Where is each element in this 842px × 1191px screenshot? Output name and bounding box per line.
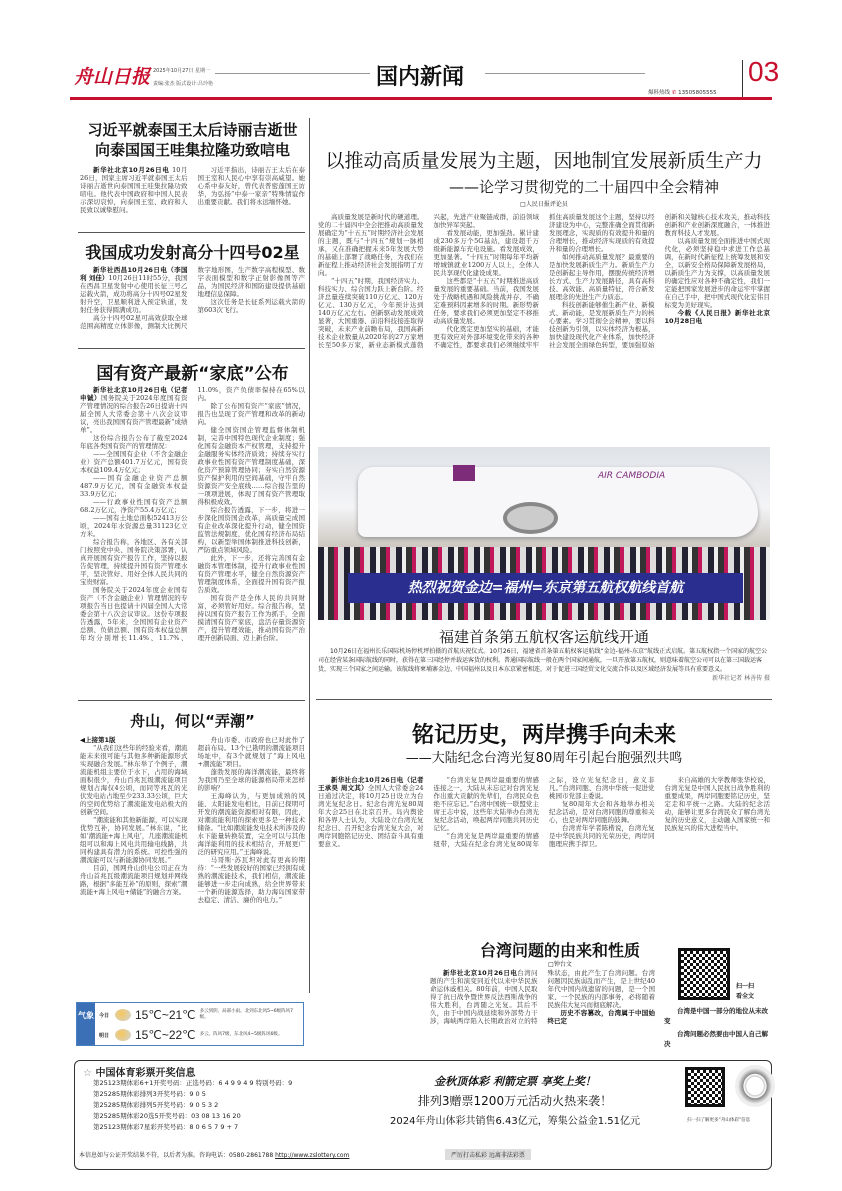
partly-sunny-icon [115, 1029, 131, 1041]
article-title [80, 120, 305, 160]
promo-line: 2024年舟山体彩共销售6.43亿元，筹集公益金1.51亿元 [390, 1116, 640, 1127]
article-body [430, 969, 655, 1051]
rule [78, 232, 305, 233]
lottery-result: 第25285期体彩20选5开奖号码：03 08 13 16 20 [93, 1112, 241, 1120]
qr-label-line: 扫一扫 [736, 983, 755, 990]
paragraph: 复80周年大会和各地举办相关纪念活动，是对台湾同胞的尊重和关心，也是对两岸同胞的鼓舞。 [549, 800, 655, 824]
qr-label-line: 看全文 [736, 993, 755, 1000]
main-headline: 以推动高质量发展为主题，因地制宜发展新质生产力 [325, 150, 763, 172]
paragraph: 此外，下一步，还将完善国有金融资本管理体制，提升行政事业性国有资产管理水平，健全自然资源资产管理制度体系，全面提升国有资产报告质效。 [197, 554, 305, 594]
weather-row-today [99, 1006, 301, 1024]
paragraph: 如何推动高质量发展？最重要的是加快发展新质生产力。新质生产力是创新起主导作用，摆脱传统经济增长方式、生产力发展路径，具有高科技、高效能、高质量特征，符合新发展理念的先进生产力质态。 [549, 253, 655, 301]
dateline: 新华社北京10月26日电 [93, 386, 168, 394]
paragraph: 台湾青年学者陈楷说，台湾光复是中华民族共同的光荣历史，两岸同胞理应携手捍卫。 [549, 824, 655, 848]
article-body [80, 386, 305, 694]
divider [742, 60, 743, 98]
paragraph: 王海峰认为，与更加成熟的风能、太阳能发电相比，目前已探明可开发的潮流能资源相对有限，因此，对潮流能利用的探索更多是一种技术储备。“比如潮流能发电技术所涉及的水下能量转换装置，完全可以与其他海洋能利用的技术相结合，开展更广泛的研究应用。”王海峰说。 [197, 792, 305, 856]
promo-slogan: 金秋顶体彩 利箭定票 享奖上奖！ [434, 1075, 596, 1088]
lottery-result: 第25285期体彩排列5开奖号码：9 0 5 3 2 [93, 1101, 219, 1109]
paragraph: 这些都是“十五五”时期推进高质量发展的重要基础。当前，我国发展处于战略机遇和风险挑战并存、不确定难预料因素增多的时期。新形势新任务，要求我们必须更加坚定不移推动高质量发展。 [433, 277, 539, 325]
lottery-footer [79, 1150, 349, 1159]
news-photo [318, 447, 770, 620]
anti-illegal-strip: 严厉打击私彩 远离非法彩票 [445, 1149, 531, 1160]
paragraph: “从我们这些年的经验来看，潮流能未来很可能与其他多种新能源形式实现融合发展。”林东举了个例子，潮流能机组主要位于水下，占用的海域面积很少，舟山百兆瓦级潮流能项目规划占海仅4公顷，而同等兆瓦的光伏发电站占地至少233.33公顷，巨大的空间优势给了潮流能发电站极大的创新空间。 [80, 744, 188, 816]
paragraph: 代化奠定更加坚实的基础，才能更有效应对外部环境变化带来的各种不确定性，都要求我们必须继续牢牢抓住高质量发展这个主题，坚持以经济建设为中心，完整准确全面贯彻新发展理念，实现质的有效提升和量的合理增长，推动经济实现质的有效提升和量的合理增长。 [433, 213, 655, 349]
author: （记者 申铖） [80, 386, 188, 402]
weather-label: 气象 [77, 1003, 95, 1045]
forecast: 多云到阴，局部小雨。北到东北风5~6级阵风7级。 [199, 1009, 294, 1020]
header-red-rule [70, 97, 772, 100]
qr-code[interactable] [678, 948, 730, 1000]
paragraph: ——行政事业性国有资产总额68.2万亿元，净资产55.4万亿元； [80, 498, 188, 514]
lottery-result: 第25285期体彩排列3开奖号码：9 0 5 [93, 1090, 206, 1098]
paragraph: 习近平指出，诗丽吉王太后在泰国王室和人民心中享有崇高威望。她心系中泰友好，曾代表普密蓬国王访华，为弘扬“中泰一家亲”特殊情谊作出重要贡献。我们将永远缅怀她。 [197, 166, 305, 206]
lottery-title-text: 中国体育彩票开奖信息 [95, 1068, 196, 1079]
paragraph: “台湾光复是两岸最重要的情感纽带，大陆在纪念台湾光复80周年之际，设立光复纪念日，意义非凡。”台湾同胞、台湾中华统一促进党桃园市党部主委说。 [433, 776, 655, 848]
continued-marker: ◀上接第1版 [80, 736, 116, 744]
newspaper-logo: 舟山日报 [74, 66, 151, 88]
paragraph: 综合报告透露，下一步，将进一步深化国资国企改革，高质量完成国有企业改革深化提升行动，健全国资监管法规制度，优化国有经济布局结构，以新型举国体制推进科技创新，严防重点领域风险。 [197, 506, 305, 554]
lottery-link[interactable]: http://www.zslottery.com [275, 1152, 350, 1159]
paragraph: 国务院关于2024年度企业国有资产（不含金融企业）管理情况的专项报告当日也提请十四届全国人大常委会第十八次会议审议。这份专项报告透露，5年来，全国国有企业资产总额、负债总额、国有资本权益总额年均分别增长11.4%、11.7%、11.0%，资产负债率保持在65%以内。 [80, 386, 305, 642]
promo-line: 排列3赠票1200万元活动火热来袭！ [417, 1094, 613, 1108]
paragraph: 国务院关于2024年度国有资产管理情况的综合报告26日提请十四届全国人大常委会第十八次会议审议，亮出我国国有资产管理最新“成绩单”。 [80, 394, 188, 434]
paragraph: 全国人大常委会24日通过决定，将10月25日设立为台湾光复纪念日。纪念台湾光复80周年大会25日在北京召开。岛内舆论和各界人士认为，大陆设立台湾光复纪念日、召开纪念台湾光复大会，对两岸同胞铭记历史、团结奋斗具有重要意义。 [318, 784, 424, 848]
hotline-number: 13505805555 [678, 90, 717, 96]
photo-banner: 热烈祝贺金边=福州=东京第五航权航线首航 [348, 573, 743, 603]
footer-text: 本信息如与公证开奖结果不符，以后者为准。咨询电话：0580-2861788 [79, 1152, 274, 1159]
paragraph: 看发展动能，更加强劲。累计建成230多万个5G基站，建设超千万级新能源车充电设施。看发展成效，更加显著。“十四五”时期每年平均新增城镇就业1200万人以上，全体人民共享现代化建设成果。 [433, 229, 539, 277]
qr-caption: 扫一扫了解更多“舟山体彩”信息 [687, 1118, 751, 1123]
airplane [358, 467, 758, 537]
paragraph: “潮流能和其他新能源，可以实现优势互补，协同发展。”林东说，“比如‘潮流能+海上风电’，几座潮流能机组可以和海上风电共用输电线路，共同构建具有潜力的系统。可控性强的潮流能可以与新能源协同发展。” [80, 816, 188, 864]
day: 今日 [99, 1012, 110, 1019]
byline: □人民日报评论员 [520, 201, 568, 208]
article-body [80, 736, 305, 994]
star-icon: ☆ [83, 1068, 92, 1079]
temperature: 15℃~22℃ [135, 1028, 196, 1042]
lottery-result: 第25123期体彩7星彩开奖号码：8 0 6 5 7 9 + 7 [93, 1123, 239, 1131]
paragraph: 以高质量发展全面推进中国式现代化，必须坚持稳中求进工作总基调，在新时代新征程上统筹发展和安全，以新安全格局保障新发展格局，以新质生产力为支撑，以高质量发展的确定性应对各种不确定性，我们一定能把国家发展进步的命运牢牢掌握在自己手中，把中国式现代化宏伟目标变为美好现实。 [664, 237, 770, 309]
dateline: 新华社西昌10月26日电 [93, 266, 168, 274]
author: （记者 王承昊 周文其） [318, 776, 424, 792]
article-title: 我国成功发射高分十四号02星 [85, 243, 300, 262]
main-subtitle: ——论学习贯彻党的二十届四中全会精神 [448, 178, 719, 196]
article-body [318, 776, 770, 934]
author: （李国利 刘佳） [80, 266, 188, 282]
cloudy-icon [115, 1009, 131, 1021]
dateline: 新华社北京10月26日电 [93, 166, 170, 174]
hotline-label: 爆料热线 [648, 90, 671, 96]
key-point: 台湾问题必然要由中国人自己解决 [664, 1030, 768, 1048]
subheading: 历史不容篡改，台湾属于中国始终已定 [547, 1009, 655, 1025]
phone-icon: ✆ [671, 90, 677, 96]
paragraph: 科技创新能够催生新产业、新模式、新动能，是发展新质生产力的核心要素。学习贯彻全会精神，要以科技创新为引领，以实体经济为根基，加快建设现代化产业体系，加快经济社会发展全面绿色转型，要加强原始创新和关键核心技术攻关，推动科技创新和产业创新深度融合，一体推进教育科技人才发展。 [549, 213, 770, 349]
article-title: 铭记历史，两岸携手向未来 [411, 723, 676, 748]
lottery-promo [355, 1073, 675, 1127]
paragraph: 高质量发展是新时代的硬道理。党的二十届四中全会把推动高质量发展确定为“十五五”时期经济社会发展的主题，既与“十四五”规划一脉相承，又在准确把握未来5年发展大势的基础上部署了战略任务，为我们在新征程上推动经济社会发展指明了方向。 [318, 213, 424, 277]
section-title: 国内新闻 [370, 60, 470, 91]
header-rule [485, 73, 645, 74]
column-divider [309, 118, 310, 993]
dateline: 新华社台北10月26日电 [331, 776, 404, 784]
key-point: 台湾是中国一部分的地位从未改变 [664, 1007, 768, 1025]
paragraph: 这份综合报告公布了截至2024年底各类国有资产的管理情况： [80, 434, 188, 450]
paragraph: ——国有土地总面积52413万公顷，2024年水资源总量31123亿立方米。 [80, 514, 188, 538]
paragraph: ——国有金融企业资产总额487.9万亿元，国有金融资本权益33.9万亿元； [80, 474, 188, 498]
byline: □钟台文 [548, 961, 572, 968]
rule [78, 700, 305, 701]
rule [78, 348, 305, 349]
paragraph: 高分十四号02星可高效获取全球范围高精度立体影像，测制大比例尺数字地形图，生产数字高程模型、数字表面模型和数字正射影像图等产品，为国民经济和国防建设提供基础地理信息保障。 [80, 266, 305, 330]
title-line: 向泰国国王哇集拉隆功致唁电 [94, 141, 290, 159]
paragraph: 健全国资国企管理监督体制机制，完善中国特色现代企业制度；强化国有金融资本产权管理，支持提升金融服务实体经济质效；持续夯实行政事业性国有资产管理制度基础，深化资产预算管理协同；夯实自然资源资产保护利用的空间基础，守牢自然资源资产安全底线……综合报告里的一项项进展，体现了国有资产管理取得积极成效。 [197, 426, 305, 506]
article-body [80, 266, 305, 344]
paragraph: 10月26日11时55分，我国在西昌卫星发射中心使用长征三号乙运载火箭，成功将高分十四号02星发射升空，卫星顺利进入预定轨道，发射任务获得圆满成功。 [80, 274, 188, 314]
photo-credit: 新华社记者 林善传 摄 [712, 675, 770, 682]
paragraph: 舟山市委、市政府也已对此作了超前布局。13个已勘明的潮流能项目场址中，有3个就规划了“海上风电+潮流能”项目。 [197, 736, 305, 768]
paragraph: 马哥斯·苏瓦坦对此有更高的期待：“一些发展较好的国家已经拥有成熟的潮流能技术，我们相信，潮流能能够进一步走向成熟，给全世界带来一个新的能源选择，助力海岛国家带去稳定、清洁、廉价的电力。” [197, 856, 305, 904]
article-title: 国有资产最新“家底”公布 [96, 364, 289, 384]
article-subtitle: ——大陆纪念台湾光复80周年引起台胞强烈共鸣 [405, 751, 683, 766]
day: 明日 [99, 1032, 110, 1039]
paragraph: 台湾问题的产生和演变同近代以来中华民族命运休戚相关。80年前，中国人民取得了抗日战争暨世界反法西斯战争的伟大胜利，台湾随之光复。其后不久，由于中国内战延续和外部势力干涉，海峡两岸陷入长期政治对立的特殊状态，由此产生了台湾问题。台湾问题因民族弱乱而产生，是上世纪40年代中国内战遗留的问题，是一个国家、一个民族的内部事务，必将随着民族伟大复兴而彻底解决。 [430, 969, 655, 1025]
sign-off: 今载《人民日报》新华社北京10月28日电 [664, 309, 770, 325]
hotline [648, 88, 717, 96]
article-body [80, 166, 305, 226]
paragraph: 蓬勃发展的海洋潮流能，最终将为我国乃至全球的能源格局带来怎样的影响？ [197, 768, 305, 792]
plane-engine [503, 502, 558, 534]
paragraph: 10月26日，国家主席习近平就泰国王太后诗丽吉逝世向泰国国王哇集拉隆功致唁电。他代表中国政府和中国人民表示深切哀悼，向泰国王室、政府和人民致以诚挚慰问。 [80, 166, 188, 214]
header-rule [215, 73, 370, 74]
paragraph: 国有资产是全体人民的共同财富，必须管好用好。综合报告称，坚持以国有资产报告工作为抓手，全面摸清国有资产家底，盘活存量资源资产，提升管理效能，推动国有资产治理开创新局面、迈上新台阶。 [197, 594, 305, 642]
issue-date: 2025年10月27日 星期一 [153, 68, 211, 74]
paragraph: 这次任务是长征系列运载火箭的第603次飞行。 [197, 298, 305, 314]
forecast: 多云。阵风7级，东北风4~5级阵风6级。 [199, 1032, 283, 1037]
paragraph: 目前，国网舟山供电公司正在为舟山首兆瓦级潮流能项目规划并网线路，根据“多能互补”的原则，探索“潮流能+海上风电+储能”的融合方案。 [80, 864, 188, 896]
photo-title: 福建首条第五航权客运航线开通 [438, 628, 649, 646]
lottery-title [83, 1064, 195, 1079]
paragraph: 综合报告称，各地区、各有关部门按照党中央、国务院决策部署，认真开展国有资产报告工作，坚持以报告促管理，持续提升国有资产管理水平，坚决管好、用好全体人民共同的宝贵财富。 [80, 538, 188, 586]
paragraph: 来自高雄的大学教师张华校说，台湾光复是中国人民抗日战争胜利的重要成果，两岸同胞要铭记历史，坚定走和平统一之路。大陆的纪念活动，能够让更多台湾民众了解台湾光复的历史意义，主动融入国家统一和民族复兴的伟大进程当中。 [664, 776, 770, 832]
paragraph: “台湾光复是两岸最重要的情感连接之一，大陆从未忘记对台湾光复作出重大贡献的先辈们，台湾民众也绝不应忘记。”台湾中国统一联盟党主席王志中说，这些年大陆举办台湾光复纪念活动，唤起两岸同胞共同历史记忆。 [433, 776, 539, 832]
lottery-results [93, 1078, 292, 1133]
paragraph: “十四五”时期，我国经济实力、科技实力、综合国力跃上新台阶。经济总量连续突破110万亿元、120万亿元、130万亿元，今年预计达到140万亿元左右。创新驱动发展成效显著，大国重器、前沿科技接连取得突破，未来产业前瞻布局，我国高新技术企业数量从2020年的27万家增长至50多万家，新业态新模式蓬勃兴起，先进产业聚链成群，前沿领域加快异军突起。 [318, 213, 539, 349]
page-number: 03 [748, 56, 780, 87]
lottery-result: 第25123期体彩6+1开奖号码：正选号码：6 4 9 9 4 9 特别号码：9 [93, 1079, 293, 1087]
article-title: 台湾问题的由来和性质 [479, 941, 640, 960]
rule [316, 699, 772, 700]
lottery-box [74, 1060, 772, 1170]
qr-label [736, 982, 754, 1002]
paragraph: ——全国国有企业（不含金融企业）资产总额401.7万亿元，国有资本权益109.4万亿元； [80, 450, 188, 474]
title-line: 习近平就泰国王太后诗丽吉逝世 [87, 121, 298, 139]
weather-box [76, 1002, 304, 1046]
article-body [318, 213, 770, 438]
weather-row-tomorrow [99, 1026, 301, 1044]
dateline: 新华社北京10月26日电 [443, 969, 518, 977]
photo-caption-block [318, 647, 770, 683]
douyin-qr-code[interactable] [735, 1065, 775, 1107]
paragraph: 除了公布国有资产“家底”情况，报告也呈现了资产管理和改革的新动向。 [197, 402, 305, 426]
plane-tail [453, 465, 475, 481]
photo-caption: 10月26日在福州长乐国际机场停机坪拍摄的首航庆祝仪式。10月26日，福建省首条第五航权客运航线“金边-福州-东京”航线正式启航。第五航权指一个国家的航空公司在经营某条国际航线的同时，获得在第三国经停并载运客货的权利。普通国际航线一般在两个国家间通航，一旦开放第五航权，则意味着航空公司可以在第三国载运客货，实现三个国家之间运输。该航线将柬埔寨金边、中国福州以及日本东京紧密相连，对于促进三国经贸文化交流合作以及区域经济发展等具有重要意义。 [318, 648, 768, 673]
article-title: 舟山，何以“弄潮” [130, 712, 255, 730]
airline-livery: AIR CAMBODIA [598, 471, 666, 481]
temperature: 15℃~21℃ [135, 1008, 196, 1022]
editor-credit: 责编:张杰 版式设计:吕玲艳 [153, 81, 213, 87]
qr-code[interactable] [685, 1067, 725, 1107]
